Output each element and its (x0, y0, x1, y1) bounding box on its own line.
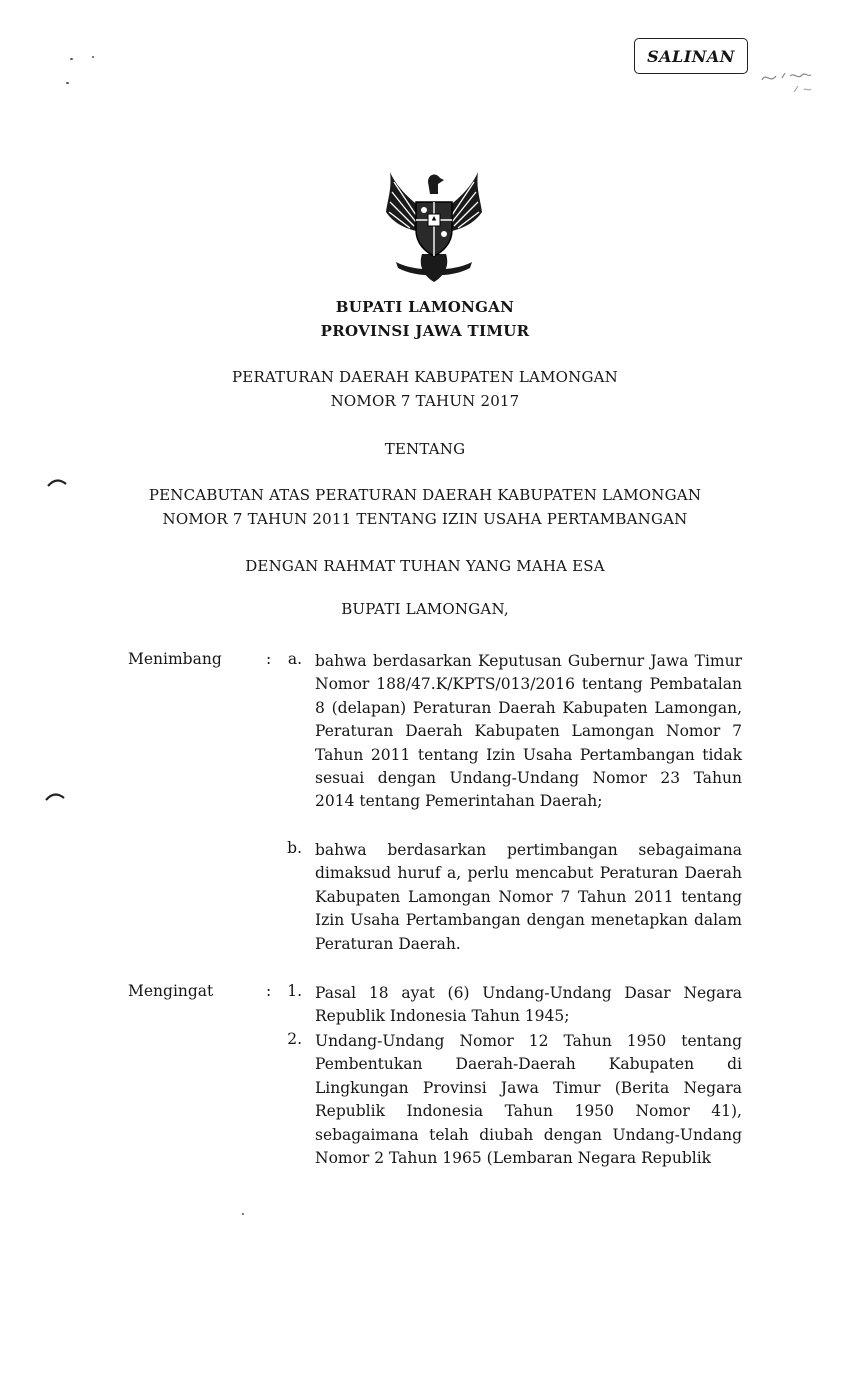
regulation-subject-line1: PENCABUTAN ATAS PERATURAN DAERAH KABUPATEN LAMONGAN (148, 486, 702, 504)
regulation-title: PERATURAN DAERAH KABUPATEN LAMONGAN (232, 368, 618, 386)
menimbang-colon: : (266, 650, 272, 668)
authority: BUPATI LAMONGAN, (341, 600, 509, 618)
regulation-about: TENTANG (384, 440, 466, 458)
regulation-number: NOMOR 7 TAHUN 2017 (330, 392, 520, 410)
salinan-stamp: SALINAN (634, 38, 748, 74)
scan-speck (242, 1213, 244, 1215)
handwritten-mark (758, 66, 820, 100)
menimbang-marker-a: a. (287, 650, 302, 668)
scan-speck (66, 82, 69, 84)
mengingat-label: Mengingat (128, 982, 214, 1000)
menimbang-label: Menimbang (128, 650, 222, 668)
menimbang-marker-b: b. (287, 839, 302, 857)
mengingat-colon: : (266, 982, 272, 1000)
mengingat-item-1: Pasal 18 ayat (6) Undang-Undang Dasar Negara Republik Indonesia Tahun 1945; (315, 984, 742, 1026)
regulation-subject-line2: NOMOR 7 TAHUN 2011 TENTANG IZIN USAHA PERTAMBANGAN (162, 510, 688, 528)
scan-speck (92, 56, 94, 58)
issuer-province: PROVINSI JAWA TIMUR (320, 322, 530, 340)
garuda-emblem-icon (378, 168, 490, 286)
scan-speck (70, 58, 73, 60)
invocation: DENGAN RAHMAT TUHAN YANG MAHA ESA (245, 557, 605, 575)
mengingat-item-2: Undang-Undang Nomor 12 Tahun 1950 tentang Pembentukan Daerah-Daerah Kabupaten di Lingkungan Provinsi Jawa Timur (Berita Negara Republik Indonesia Tahun 1950 Nomor 41), sebagaimana telah diubah dengan Undang-Undang Nomor 2 Tahun 1965 (Lembaran Negara Republik (315, 1032, 742, 1168)
menimbang-item-a: bahwa berdasarkan Keputusan Gubernur Jawa Timur Nomor 188/47.K/KPTS/013/2016 tentang Pembatalan 8 (delapan) Peraturan Daerah Kabupaten Lamongan, Peraturan Daerah Kabupaten Lamongan Nomor 7 Tahun 2011 tentang Izin Usaha Pertambangan tidak sesuai dengan Undang-Undang Nomor 23 Tahun 2014 tentang Pemerintahan Daerah; (315, 652, 742, 811)
menimbang-item-b: bahwa berdasarkan pertimbangan sebagaimana dimaksud huruf a, perlu mencabut Peraturan Daerah Kabupaten Lamongan Nomor 7 Tahun 2011 tentang Izin Usaha Pertambangan dengan menetapkan dalam Peraturan Daerah. (315, 841, 742, 953)
mengingat-marker-2: 2. (287, 1030, 302, 1048)
issuer-title: BUPATI LAMONGAN (335, 298, 515, 316)
margin-mark (44, 792, 66, 802)
mengingat-marker-1: 1. (287, 982, 302, 1000)
